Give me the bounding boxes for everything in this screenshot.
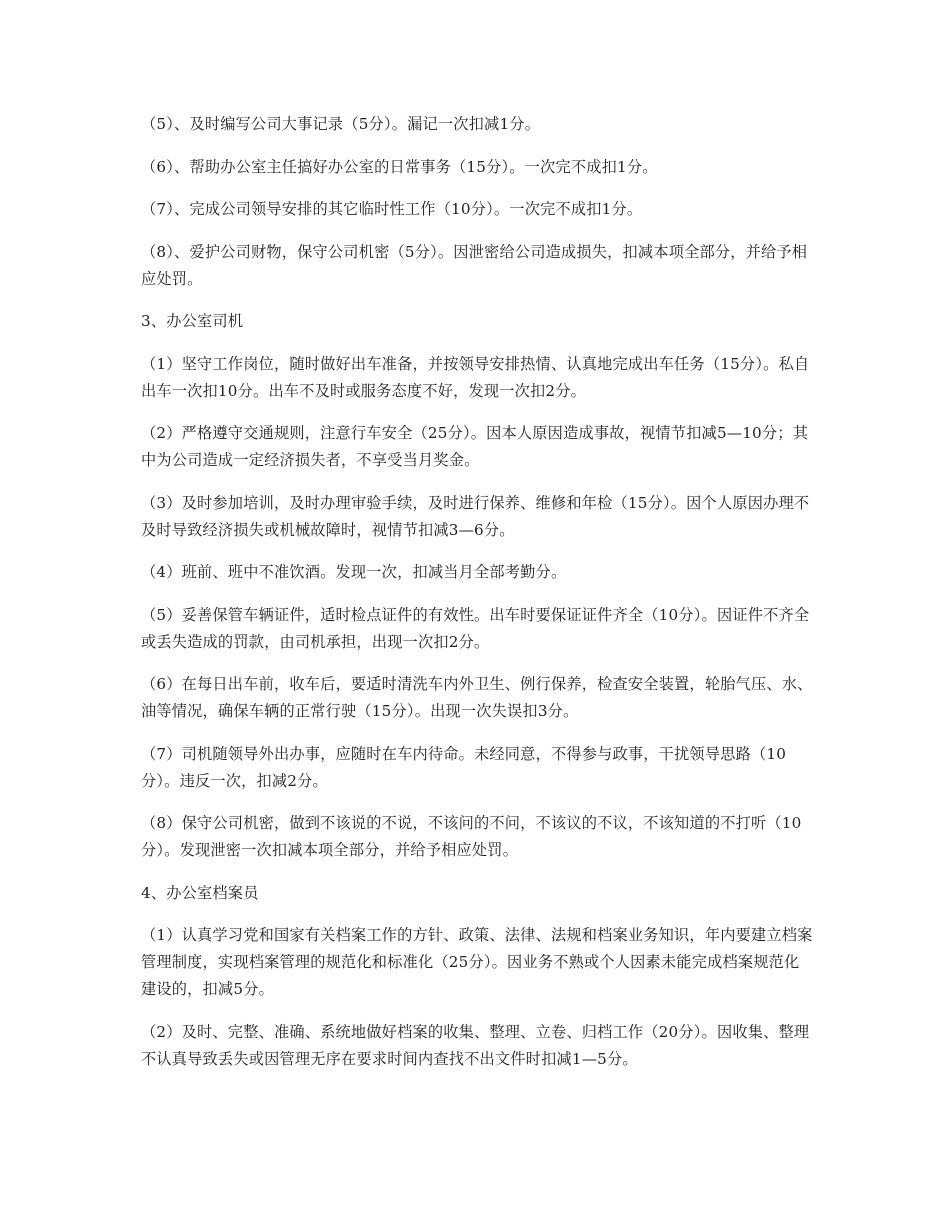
paragraph-item-8-property: （8）、爱护公司财物，保守公司机密（5分）。因泄密给公司造成损失，扣减本项全部分，并给予相应处罚。 [141, 242, 808, 288]
paragraph-driver-5: （5）妥善保管车辆证件，适时检点证件的有效性。出车时要保证证件齐全（10分）。因证件不齐全或丢失造成的罚款，由司机承担，出现一次扣2分。 [141, 605, 810, 651]
paragraph-item-6-assist: （6）、帮助办公室主任搞好办公室的日常事务（15分）。一次完不成扣1分。 [141, 157, 658, 176]
paragraph-item-5-record: （5）、及时编写公司大事记录（5分）。漏记一次扣减1分。 [141, 115, 541, 133]
paragraph-driver-4: （4）班前、班中不准饮酒。发现一次，扣减当月全部考勤分。 [141, 563, 567, 581]
section-heading-driver: 3、办公室司机 [141, 312, 244, 330]
paragraph-archivist-2: （2）及时、完整、准确、系统地做好档案的收集、整理、立卷、归档工作（20分）。因收集、整理不认真导致丢失或因管理无序在要求时间内查找不出文件时扣减1—5分。 [141, 1022, 810, 1068]
paragraph-driver-6: （6）在每日出车前，收车后，要适时清洗车内外卫生、例行保养，检查安全装置，轮胎气压、水、油等情况，确保车辆的正常行驶（15分）。出现一次失误扣3分。 [141, 675, 813, 720]
paragraph-driver-3: （3）及时参加培训，及时办理审验手续，及时进行保养、维修和年检（15分）。因个人原因办理不及时导致经济损失或机械故障时，视情节扣减3—6分。 [141, 493, 810, 539]
paragraph-archivist-1: （1）认真学习党和国家有关档案工作的方针、政策、法律、法规和档案业务知识，年内要建立档案管理制度，实现档案管理的规范化和标准化（25分）。因业务不熟或个人因素未能完成档案规范化建设的，扣减5分。 [141, 926, 813, 998]
paragraph-driver-7: （7）司机随领导外出办事，应随时在车内待命。未经同意，不得参与政事，干扰领导思路（10分）。违反一次，扣减2分。 [141, 744, 787, 790]
document-body [141, 111, 813, 1088]
paragraph-driver-8: （8）保守公司机密，做到不该说的不说，不该问的不问，不该议的不议，不该知道的不打听（10分）。发现泄密一次扣减本项全部分，并给予相应处罚。 [141, 814, 802, 859]
paragraph-driver-1: （1）坚守工作岗位，随时做好出车准备，并按领导安排热情、认真地完成出车任务（15分）。私自出车一次扣10分。出车不及时或服务态度不好，发现一次扣2分。 [141, 354, 810, 400]
paragraph-item-7-temporary-work: （7）、完成公司领导安排的其它临时性工作（10分）。一次完不成扣1分。 [141, 200, 643, 218]
paragraph-driver-2: （2）严格遵守交通规则，注意行车安全（25分）。因本人原因造成事故，视情节扣减5—10分；其中为公司造成一定经济损失者，不享受当月奖金。 [141, 424, 809, 469]
section-heading-archivist: 4、办公室档案员 [141, 883, 259, 902]
